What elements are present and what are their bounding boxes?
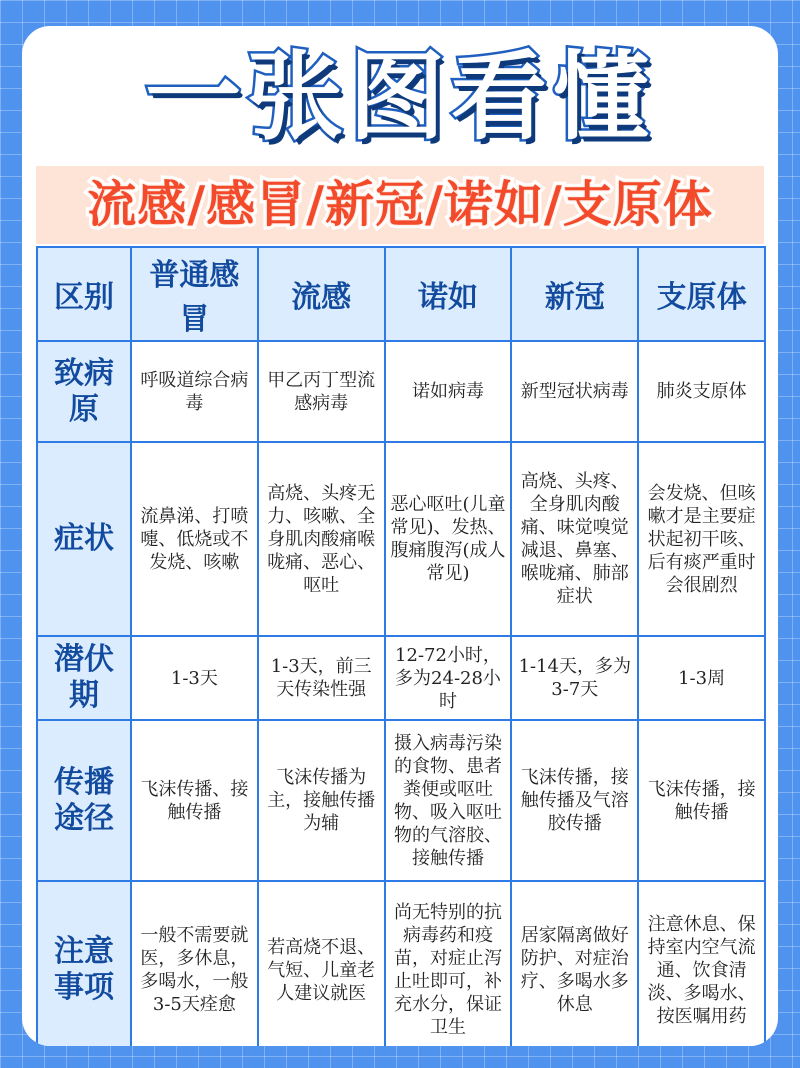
table-cell: 新型冠状病毒 — [511, 341, 638, 442]
table-cell: 一般不需要就医，多休息，多喝水，一般3-5天痊愈 — [131, 881, 258, 1046]
column-header-influenza: 流感 — [258, 247, 385, 341]
column-header-difference: 区别 — [37, 247, 131, 341]
infographic-card — [22, 26, 778, 1046]
table-cell: 飞沫传播，接触传播及气溶胶传播 — [511, 720, 638, 881]
table-cell: 飞沫传播、接触传播 — [131, 720, 258, 881]
column-header-covid: 新冠 — [511, 247, 638, 341]
table-cell: 肺炎支原体 — [638, 341, 765, 442]
column-header-norovirus: 诺如 — [385, 247, 512, 341]
row-label-precautions: 注意事项 — [37, 881, 131, 1046]
table-cell: 高烧、头疼、全身肌肉酸痛、味觉嗅觉减退、鼻塞、喉咙痛、肺部症状 — [511, 442, 638, 636]
table-cell: 飞沫传播，接触传播 — [638, 720, 765, 881]
table-cell: 注意休息、保持室内空气流通、饮食清淡、多喝水、按医嘱用药 — [638, 881, 765, 1046]
table-cell: 呼吸道综合病毒 — [131, 341, 258, 442]
row-label-symptoms: 症状 — [37, 442, 131, 636]
table-cell: 飞沫传播为主，接触传播为辅 — [258, 720, 385, 881]
table-cell: 甲乙丙丁型流感病毒 — [258, 341, 385, 442]
table-cell: 若高烧不退、气短、儿童老人建议就医 — [258, 881, 385, 1046]
table-cell: 恶心呕吐(儿童常见)、发热、腹痛腹泻(成人常见) — [385, 442, 512, 636]
page-subtitle: 流感/感冒/新冠/诺如/支原体 — [87, 176, 713, 233]
table-cell: 12-72小时，多为24-28小时 — [385, 636, 512, 720]
comparison-table — [36, 246, 766, 1046]
table-row-pathogen — [37, 341, 765, 442]
column-header-common-cold: 普通感冒 — [131, 247, 258, 341]
table-cell: 居家隔离做好防护、对症治疗、多喝水多休息 — [511, 881, 638, 1046]
table-cell: 摄入病毒污染的食物、患者粪便或呕吐物、吸入呕吐物的气溶胶、接触传播 — [385, 720, 512, 881]
column-header-mycoplasma: 支原体 — [638, 247, 765, 341]
table-row-symptoms — [37, 442, 765, 636]
table-cell: 高烧、头疼无力、咳嗽、全身肌肉酸痛喉咙痛、恶心、呕吐 — [258, 442, 385, 636]
table-cell: 流鼻涕、打喷嚏、低烧或不发烧、咳嗽 — [131, 442, 258, 636]
table-cell: 1-3天，前三天传染性强 — [258, 636, 385, 720]
table-cell: 1-14天，多为3-7天 — [511, 636, 638, 720]
row-label-pathogen: 致病原 — [37, 341, 131, 442]
table-row-incubation — [37, 636, 765, 720]
table-cell: 1-3周 — [638, 636, 765, 720]
subtitle-band — [36, 166, 764, 244]
table-cell: 1-3天 — [131, 636, 258, 720]
row-label-incubation: 潜伏期 — [37, 636, 131, 720]
table-cell: 会发烧、但咳嗽才是主要症状起初干咳、后有痰严重时会很剧烈 — [638, 442, 765, 636]
page-title: 一张图看懂 — [145, 41, 655, 153]
table-row-transmission — [37, 720, 765, 881]
table-cell: 诺如病毒 — [385, 341, 512, 442]
table-cell: 尚无特别的抗病毒药和疫苗，对症止泻止吐即可，补充水分，保证卫生 — [385, 881, 512, 1046]
row-label-transmission: 传播途径 — [37, 720, 131, 881]
table-row-precautions — [37, 881, 765, 1046]
table-header-row — [37, 247, 765, 341]
